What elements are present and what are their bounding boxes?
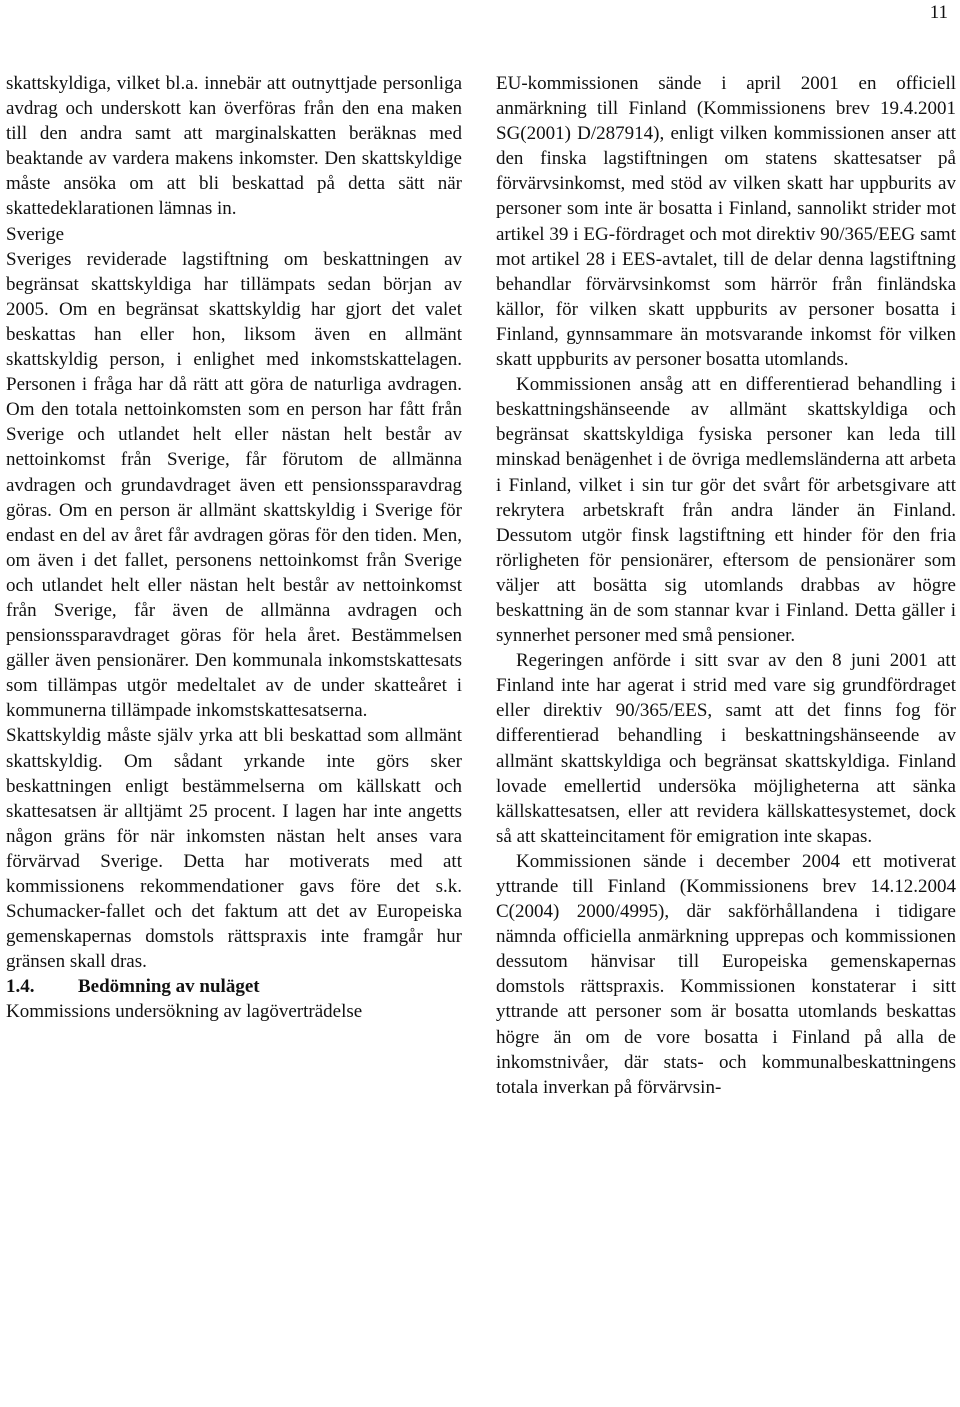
left-paragraph-2: Sveriges reviderade lagstiftning om beskattningen av begränsat skattskyldiga har tillämpats sedan början av 2005. Om en begränsat skattskyldig har gjort det valet beskattas han eller hon, liksom även en allmänt skattskyldig person, i enlighet med inkomstskattelagen. Personen i fråga har då rätt att göra de naturliga avdragen. Om den totala nettoinkomsten som en person har fått från Sverige och utlandet helt eller nästan helt består av nettoinkomst från Sverige, får förutom de allmänna avdragen och grundavdraget även ett pensionssparavdrag göras. Om en person är allmänt skattskyldig i Sverige för endast en del av året får avdragen göras för den tiden. Men, om även i det fallet, personens nettoinkomst från Sverige och utlandet helt eller nästan helt består av nettoinkomst från Sverige, får även de allmänna avdragen och pensionssparavdraget göras för hela året. Bestämmelsen gäller även pensionärer. Den kommunala inkomstskattesats som tillämpas utgör medeltalet av de under skatteåret i kommunerna tillämpade inkomstskattesatserna. (6, 248, 462, 722)
heading-sverige: Sverige (6, 223, 65, 245)
right-paragraph-3: Regeringen anförde i sitt svar av den 8 juni 2001 att Finland inte har agerat i strid med vare sig grundfördraget eller direktiv 90/365/EES, samt att det finns fog för differentierad behandling i beskattningshänseende av allmänt skattskyldiga och begränsat skattskyldiga. Finland lovade emellertid undersöka möjligheterna att sänka källskattesatsen, eller att revidera källskattesystemet, dock så att skatteincitament för emigration inte skapas. (496, 650, 956, 847)
right-paragraph-1: EU-kommissionen sände i april 2001 en officiell anmärkning till Finland (Kommissionens brev 19.4.2001 SG(2001) D/287914), enligt vilken kommissionen anser att den finska lagstiftningen om statens skattesatser på förvärvsinkomst, med stöd av vilken skatt har uppburits av personer som inte är bosatta i Finland, sannolikt strider mot artikel 39 i EG-fördraget och mot direktiv 90/365/EEG samt mot artikel 28 i EES-avtalet, till de delar denna lagstiftning behandlar förvärvsinkomst som härrör från finländska källor, för vilken skatt uppburits av personer bosatta i Finland, gynnsammare än motsvarande inkomst för vilken skatt uppburits av personer bosatta utomlands. (496, 73, 956, 371)
left-paragraph-3: Skattskyldig måste själv yrka att bli beskattad som allmänt skattskyldig. Om sådant yrkande inte görs sker beskattningen enligt bestämmelserna om källskatt och skattesatsen är alltjämt 25 procent. I lagen har inte angetts någon gräns för när inkomsten nästan helt anses vara förvärvad Sverige. Detta har motiverats med att kommissionens rekommendationer gavs före det s.k. Schumacker-fallet och det faktum att det av Europeiska gemenskapernas domstols rättspraxis inte framgår hur gränsen skall dras. (6, 725, 462, 973)
left-paragraph-1: skattskyldiga, vilket bl.a. innebär att outnyttjade personliga avdrag och underskott kan överföras från den ena maken till den andra samt att marginalskatten beräknas med beaktande av vardera makens inkomster. Den skattskyldige måste ansöka om att bli beskattad på detta sätt när skattedeklarationen lämnas in. (6, 73, 462, 220)
right-paragraph-4: Kommissionen sände i december 2004 ett motiverat yttrande till Finland (Kommissionens brev 14.12.2004 C(2004) 2000/4995), där sakförhållandena i tidigare nämnda officiella anmärkning upprepas och kommissionen dessutom hänvisar till Europeiska gemenskapernas domstols rättspraxis. Kommissionen konstaterar i sitt yttrande att personer som är bosatta utomlands beskattas högre än om de vore bosatta i Finland på alla de inkomstnivåer, där stats- och kommunalbeskattningens totala inverkan på förvärvsin- (496, 850, 956, 1098)
page-number: 11 (929, 2, 948, 23)
section-heading (6, 974, 462, 999)
left-column (6, 71, 462, 1025)
section-number: 1.4. (6, 976, 35, 998)
section-title: Bedömning av nuläget (78, 976, 260, 998)
right-paragraph-2: Kommissionen ansåg att en differentierad behandling i beskattningshänseende av allmänt skattskyldiga och begränsat skattskyldiga fysiska personer kan leda till minskad benägenhet i de övriga medlemsländerna att arbeta i Finland, vilket i sin tur gör det svårt för arbetsgivare att rekrytera arbetskraft från andra länder än Finland. Dessutom utgör finsk lagstiftning ett hinder för den fria rörligheten för pensionärer, eftersom de pensionärer som väljer att bosätta sig utomlands drabbas av högre beskattning än de som stannar kvar i Finland. Detta gäller i synnerhet personer med små pensioner. (496, 374, 956, 647)
right-column (496, 71, 956, 1100)
subheading: Kommissions undersökning av lagöverträdelse (6, 1001, 363, 1023)
